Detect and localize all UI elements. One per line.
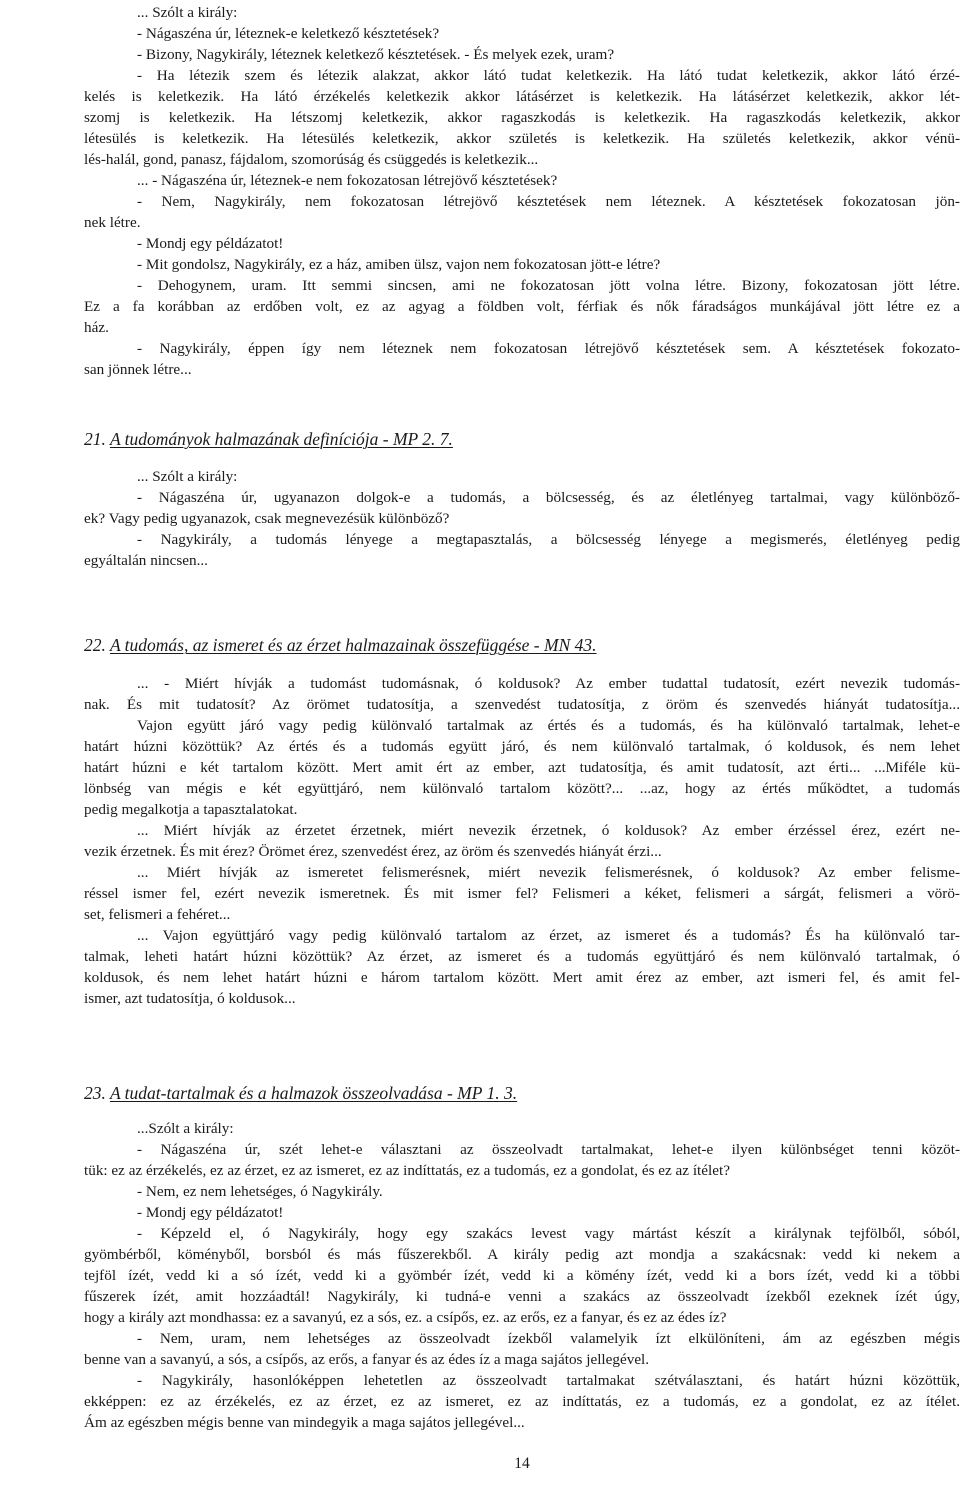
document-page bbox=[84, 0, 960, 1495]
text-line: - Nem, Nagykirály, nem fokozatosan létrejövő késztetések nem léteznek. A késztetések fokozatosan jön- bbox=[137, 193, 960, 210]
text-line: határt húzni közöttük? Az értés és a tudomás együtt járó, és nem különvaló tartalmak, ó koldusok, és nem lehet bbox=[84, 738, 960, 755]
section-23-body bbox=[84, 1118, 960, 1433]
text-line: - Dehogynem, uram. Itt semmi sincsen, ami ne fokozatosan jött volna létre. Bizony, fokozatosan jött létre. bbox=[137, 277, 960, 294]
section-21-body bbox=[84, 466, 960, 571]
text-line: kelés is keletkezik. Ha látó érzékelés keletkezik akkor látásérzet is keletkezik. Ha látásérzet keletkezik, akkor lét- bbox=[84, 88, 960, 105]
text-line: ház. bbox=[84, 319, 109, 336]
text-line: - Ha létezik szem és létezik alakzat, akkor látó tudat keletkezik. Ha látó tudat keletkezik, akkor látó érzé- bbox=[137, 67, 960, 84]
section-23-heading bbox=[84, 1081, 517, 1105]
text-line: ... Szólt a király: bbox=[137, 4, 238, 21]
text-line: tejföl ízét, vedd ki a só ízét, vedd ki a gyömbér ízét, vedd ki a kömény ízét, vedd ki a bors ízét, vedd ki a többi bbox=[84, 1267, 960, 1284]
text-line: ... Miért hívják az ismeretet felismerésnek, miért nevezik felismerésnek, ó koldusok? Az ember felisme- bbox=[137, 864, 960, 881]
text-line: ... - Nágaszéna úr, léteznek-e nem fokozatosan létrejövő késztetések? bbox=[137, 172, 558, 189]
text-line: hogy a király azt mondhassa: ez a savanyú, ez a sós, ez. a csípős, ez. az erős, ez a fanyar, és ez az édes íz? bbox=[84, 1309, 727, 1326]
section-23-title: A tudat-tartalmak és a halmazok összeolvadása - MP 1. 3. bbox=[109, 1083, 518, 1103]
text-line: set, felismeri a fehéret... bbox=[84, 906, 231, 923]
text-line: ek? Vagy pedig ugyanazok, csak megnevezésük különböző? bbox=[84, 510, 450, 527]
text-line: létesülés is keletkezik. Ha létesülés keletkezik, akkor születés is keletkezik. Ha születés keletkezik, akkor vénü- bbox=[84, 130, 960, 147]
text-line: talmak, leheti határt húzni közöttük? Az érzet, az ismeret és a tudomás együttjáró és nem különvaló tartalmak, ó bbox=[84, 948, 960, 965]
text-line: - Nem, uram, nem lehetséges az összeolvadt ízekből valamelyik ízt elkülöníteni, ám az egészben mégis bbox=[137, 1330, 960, 1347]
section-21-heading bbox=[84, 427, 453, 451]
text-line: gyömbérből, köményből, borsból és más fűszerekből. A király pedig azt mondja a szakácsnak: vedd ki nekem a bbox=[84, 1246, 960, 1263]
text-line: lés-halál, gond, panasz, fájdalom, szomorúság és csüggedés is keletkezik... bbox=[84, 151, 539, 168]
text-line: szomj is keletkezik. Ha létszomj keletkezik, akkor ragaszkodás is keletkezik. Ha ragaszkodás keletkezik, akkor bbox=[84, 109, 960, 126]
text-line: san jönnek létre... bbox=[84, 361, 192, 378]
text-line: pedig megalkotja a tapasztalatokat. bbox=[84, 801, 298, 818]
text-line: ismer, azt tudatosítja, ó koldusok... bbox=[84, 990, 296, 1007]
text-line: Ez a fa korábban az erdőben volt, ez az agyag a földben volt, férfiak és nők fáradságos munkájával jött létre ez a bbox=[84, 298, 960, 315]
section-23-number: 23. bbox=[84, 1083, 106, 1103]
text-line: ... - Miért hívják a tudomást tudomásnak, ó koldusok? Az ember tudattal tudatosít, ezért nevezik tudomás- bbox=[137, 675, 960, 692]
text-line: - Mondj egy példázatot! bbox=[137, 235, 284, 252]
text-line: - Bizony, Nagykirály, léteznek keletkező késztetések. - És melyek ezek, uram? bbox=[137, 46, 615, 63]
section-22-body bbox=[84, 673, 960, 1009]
text-line: - Képzeld el, ó Nagykirály, hogy egy szakács levest vagy mártást készít a királynak tejfölből, sóból, bbox=[137, 1225, 960, 1242]
text-line: Ám az egészben mégis benne van mindegyik a maga sajátos jellegével... bbox=[84, 1414, 525, 1431]
text-line: ... Vajon együttjáró vagy pedig különvaló tartalom az érzet, az ismeret és a tudomás? És ha különvaló tar- bbox=[137, 927, 960, 944]
section-22-heading bbox=[84, 633, 597, 657]
section-22-number: 22. bbox=[84, 635, 106, 655]
text-line: - Mondj egy példázatot! bbox=[137, 1204, 284, 1221]
text-line: ... Miért hívják az érzetet érzetnek, miért nevezik érzetnek, ó koldusok? Az ember érzéssel érez, ezért ne- bbox=[137, 822, 960, 839]
text-line: vezik érzetnek. És mit érez? Örömet érez, szenvedést érez, az öröm és szenvedés hiányát érzi... bbox=[84, 843, 662, 860]
section-22-title: A tudomás, az ismeret és az érzet halmazainak összefüggése - MN 43. bbox=[109, 635, 597, 655]
text-line: benne van a savanyú, a sós, a csípős, az erős, a fanyar és az édes íz a maga sajátos jellegével. bbox=[84, 1351, 650, 1368]
text-line: réssel ismer fel, ezért nevezik ismeretnek. És mit ismer fel? Felismeri a kéket, felismeri a sárgát, felismeri a vörö- bbox=[84, 885, 960, 902]
page-number: 14 bbox=[514, 1455, 530, 1472]
text-line: - Nagykirály, éppen így nem léteznek nem fokozatosan létrejövő késztetések sem. A késztetések fokozato- bbox=[137, 340, 960, 357]
text-line: Vajon együtt járó vagy pedig különvaló tartalmak az értés és a tudomás, és ha különvaló tartalmak, lehet-e bbox=[137, 717, 960, 734]
text-line: - Nágaszéna úr, ugyanazon dolgok-e a tudomás, a bölcsesség, és az életlényeg tartalmai, vagy különböző- bbox=[137, 489, 960, 506]
text-line: ...Szólt a király: bbox=[137, 1120, 234, 1137]
text-line: ekképpen: ez az érzékelés, ez az érzet, ez az ismeret, ez az indíttatás, ez a tudomás, ez a gondolat, ez az ítélet. bbox=[84, 1393, 960, 1410]
text-line: koldusok, és nem lehet határt húzni e három tartalom között. Mert amit érez az ember, azt ismeri fel, és amit fel- bbox=[84, 969, 960, 986]
text-line: - Nágaszéna úr, léteznek-e keletkező késztetések? bbox=[137, 25, 440, 42]
text-line: fűszerek ízét, amit hozzáadtál! Nagykirály, ki tudná-e venni a szakács az összeolvadt ízekből ezeknek ízét úgy, bbox=[84, 1288, 960, 1305]
section-21-title: A tudományok halmazának definíciója - MP 2. 7. bbox=[109, 429, 453, 449]
text-line: - Nem, ez nem lehetséges, ó Nagykirály. bbox=[137, 1183, 383, 1200]
text-line: tük: ez az érzékelés, ez az érzet, ez az ismeret, ez az indíttatás, ez a tudomás, ez a gondolat, és ez az ítélet? bbox=[84, 1162, 730, 1179]
text-line: egyáltalán nincsen... bbox=[84, 552, 208, 569]
text-line: - Nagykirály, a tudomás lényege a megtapasztalás, a bölcsesség lényege a megismerés, életlényeg pedig bbox=[137, 531, 960, 548]
text-line: nek létre. bbox=[84, 214, 141, 231]
text-line: határt húzni e két tartalom között. Mert amit ért az ember, azt tudatosítja, és amit tudatosít, azt érti... ...Miféle kü- bbox=[84, 759, 960, 776]
text-line: lönbség van mégis e két együttjáró, nem különvaló tartalom között?... ...az, hogy az értés működtet, a tudomás bbox=[84, 780, 960, 797]
text-line: - Nágaszéna úr, szét lehet-e választani az összeolvadt tartalmakat, lehet-e ilyen különbséget tenni közöt- bbox=[137, 1141, 960, 1158]
text-line: - Nagykirály, hasonlóképpen lehetetlen az összeolvadt tartalmakat szétválasztani, és határt húzni közöttük, bbox=[137, 1372, 960, 1389]
text-line: - Mit gondolsz, Nagykirály, ez a ház, amiben ülsz, vajon nem fokozatosan jött-e létre? bbox=[137, 256, 661, 273]
text-line: ... Szólt a király: bbox=[137, 468, 238, 485]
intro-dialogue bbox=[84, 2, 960, 380]
section-21-number: 21. bbox=[84, 429, 106, 449]
text-line: nak. És mit tudatosít? Az örömet tudatosítja, a szenvedést tudatosítja, z öröm és szenvedés hiányát tudatosítja... bbox=[84, 696, 960, 713]
